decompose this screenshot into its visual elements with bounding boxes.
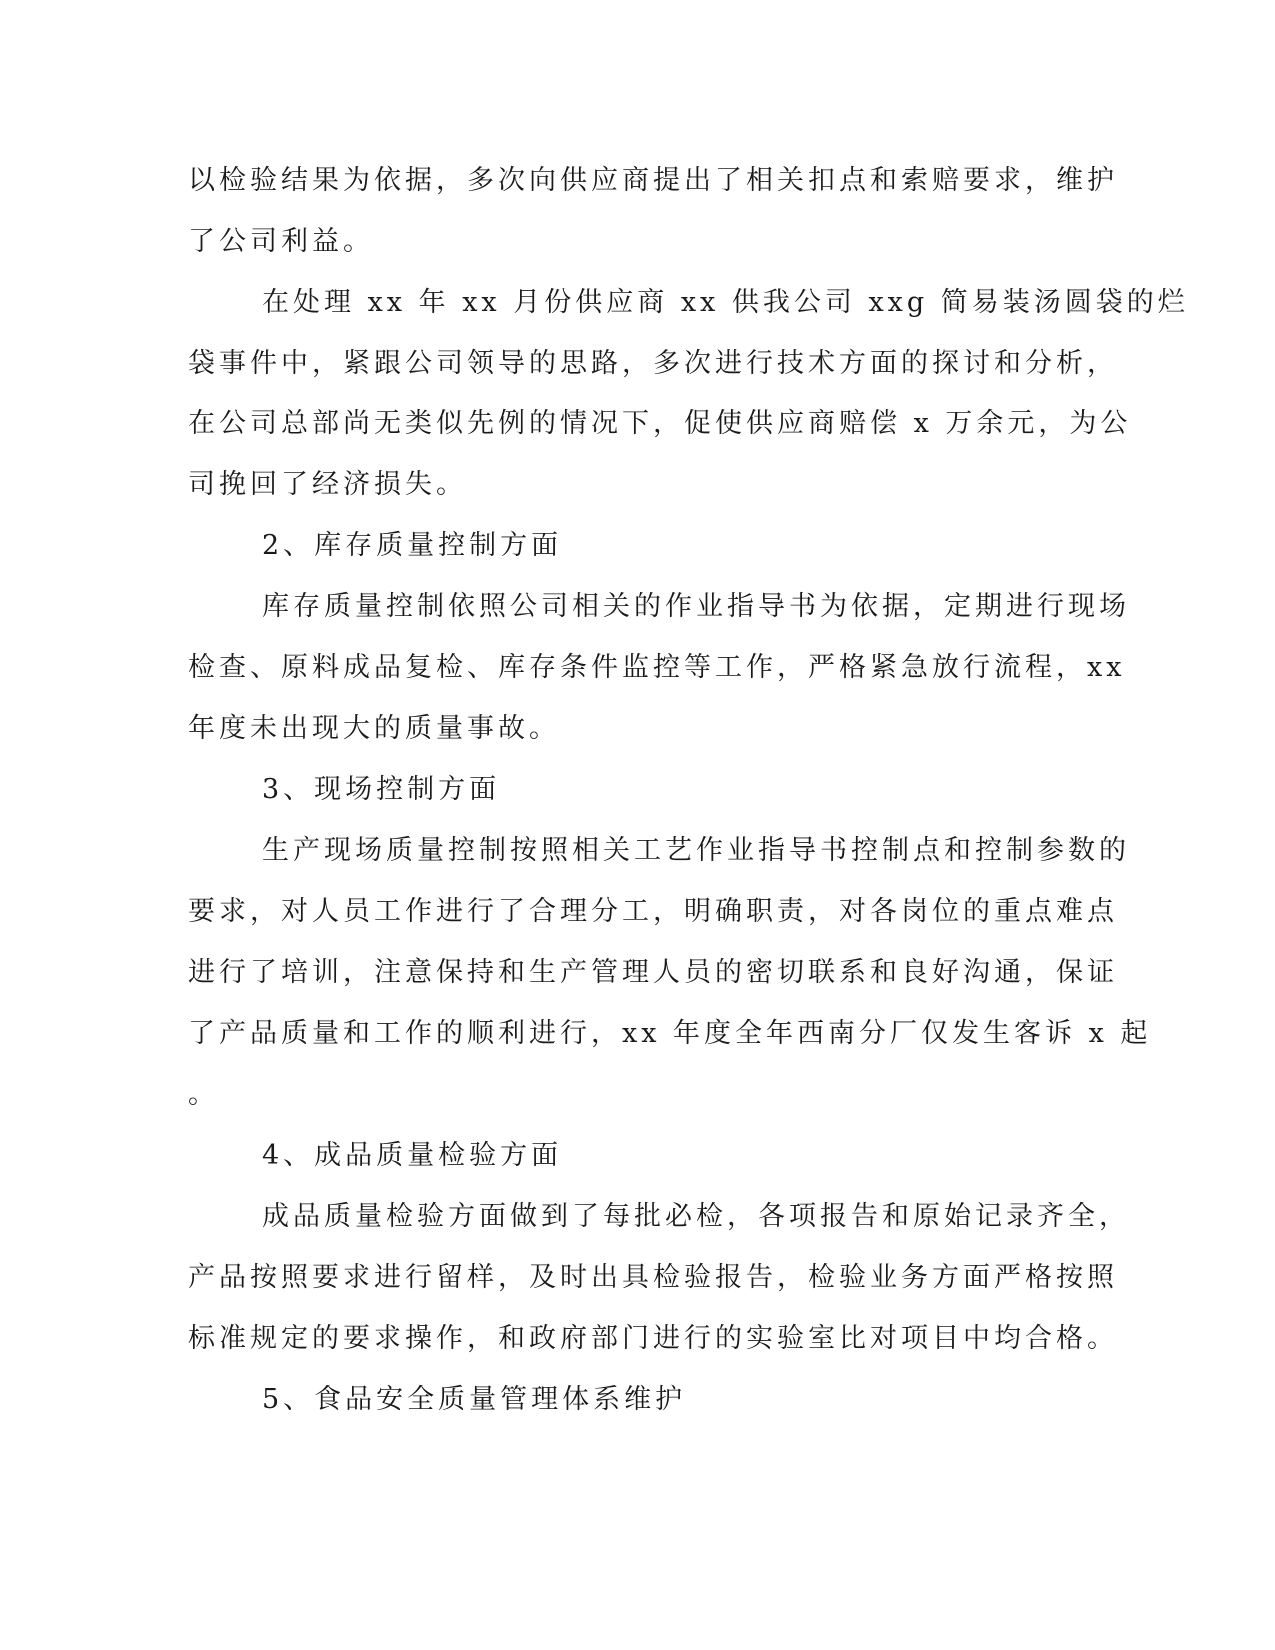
text-line: 了产品质量和工作的顺利进行，xx 年度全年西南分厂仅发生客诉 x 起 (188, 1018, 1152, 1049)
text-line: 在公司总部尚无类似先例的情况下，促使供应商赔偿 x 万余元，为公 (188, 408, 1132, 439)
section-heading: 4、成品质量检验方面 (262, 1140, 563, 1171)
text-line: 袋事件中，紧跟公司领导的思路，多次进行技术方面的探讨和分析， (188, 348, 1118, 379)
text-line: 要求，对人员工作进行了合理分工，明确职责，对各岗位的重点难点 (188, 896, 1118, 927)
text-line: 成品质量检验方面做到了每批必检，各项报告和原始记录齐全， (262, 1201, 1130, 1232)
section-heading: 3、现场控制方面 (262, 774, 501, 805)
text-line: 标准规定的要求操作，和政府部门进行的实验室比对项目中均合格。 (188, 1323, 1118, 1354)
text-line: 产品按照要求进行留样，及时出具检验报告，检验业务方面严格按照 (188, 1262, 1118, 1293)
text-line: 。 (188, 1079, 219, 1110)
section-heading: 5、食品安全质量管理体系维护 (262, 1384, 687, 1415)
text-line: 库存质量控制依照公司相关的作业指导书为依据，定期进行现场 (262, 591, 1130, 622)
text-line: 在处理 xx 年 xx 月份供应商 xx 供我公司 xxg 简易装汤圆袋的烂 (262, 287, 1189, 318)
text-line: 生产现场质量控制按照相关工艺作业指导书控制点和控制参数的 (262, 835, 1130, 866)
text-line: 司挽回了经济损失。 (188, 469, 467, 500)
text-line: 进行了培训，注意保持和生产管理人员的密切联系和良好沟通，保证 (188, 957, 1118, 988)
text-line: 了公司利益。 (188, 226, 374, 257)
section-heading: 2、库存质量控制方面 (262, 530, 563, 561)
text-line: 检查、原料成品复检、库存条件监控等工作，严格紧急放行流程，xx (188, 652, 1126, 683)
text-line: 年度未出现大的质量事故。 (188, 713, 560, 744)
text-line: 以检验结果为依据，多次向供应商提出了相关扣点和索赔要求，维护 (188, 165, 1118, 196)
